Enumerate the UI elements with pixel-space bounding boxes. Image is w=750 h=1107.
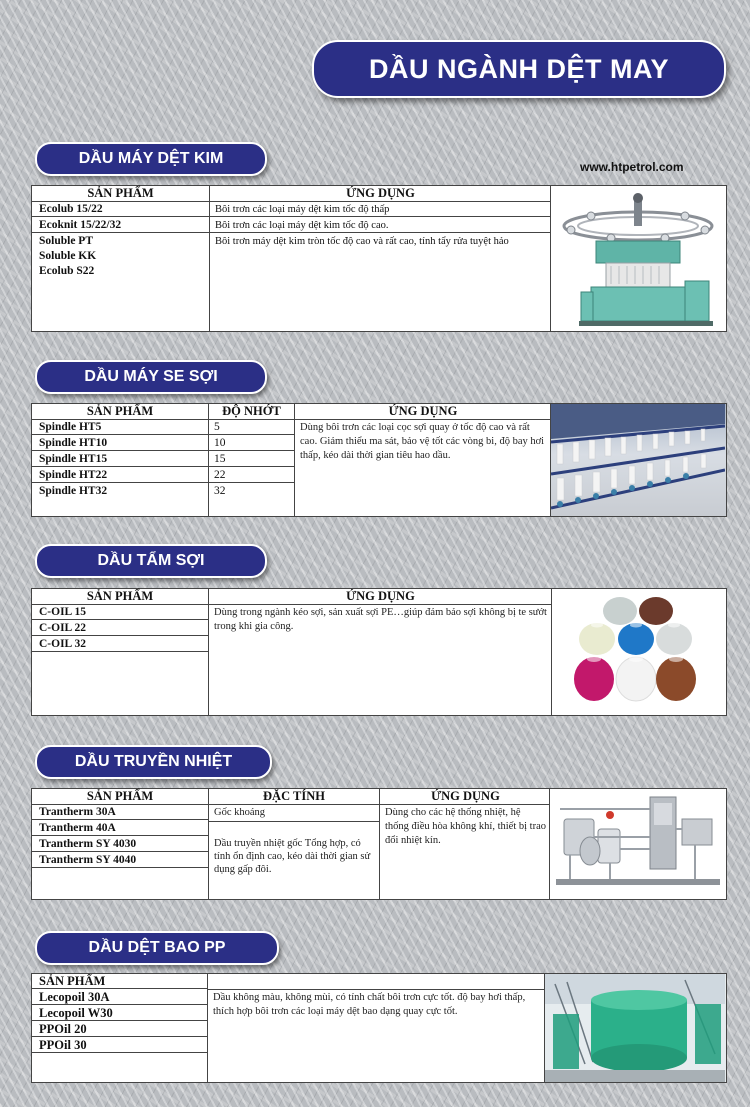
application-text: Dùng bôi trơn các loại cọc sợi quay ở tốc độ cao và rất cao. Giảm thiểu ma sát, bảo vệ tốt các vòng bi, độ bay hơi thấp, kéo dài thời gian tiêu hao dầu. <box>300 422 545 461</box>
application-row: Bôi trơn các loại máy dệt kim tốc độ thấp <box>210 202 551 217</box>
viscosity-row: 15 <box>209 452 294 467</box>
knitting-machine-icon <box>551 186 725 331</box>
product-column <box>32 404 208 516</box>
product-row: Spindle HT15 <box>32 452 208 467</box>
page-title: DẦU NGÀNH DỆT MAY <box>312 40 726 98</box>
application-column <box>207 974 546 1082</box>
application-column <box>209 186 551 331</box>
product-column <box>32 186 209 331</box>
viscosity-row: 22 <box>209 468 294 483</box>
product-row: C-OIL 32 <box>32 637 208 652</box>
heat-transfer-oil-table <box>31 788 727 900</box>
product-row: C-OIL 15 <box>32 605 208 620</box>
pp-bag-machine-image <box>544 974 726 1082</box>
product-column <box>32 789 208 899</box>
product-header: SẢN PHẨM <box>32 404 208 420</box>
section-title-knitting: DẦU MÁY DỆT KIM <box>35 142 267 176</box>
application-header: ỨNG DỤNG <box>210 186 551 202</box>
product-row: Spindle HT32 <box>39 485 108 497</box>
product-row: PPOil 20 <box>32 1022 207 1037</box>
product-row: PPOil 30 <box>32 1038 207 1053</box>
knitting-oil-table <box>31 185 727 332</box>
section-title-spinning: DẦU MÁY SE SỢI <box>35 360 267 394</box>
property-text: Gốc khoáng <box>209 806 379 822</box>
spinning-mill-icon <box>551 404 725 516</box>
section-title-heat-transfer: DẦU TRUYỀN NHIỆT <box>35 745 272 779</box>
product-row: Lecopoil 30A <box>32 990 207 1005</box>
application-column <box>379 789 551 899</box>
product-row: Spindle HT10 <box>32 436 208 451</box>
product-row: Trantherm SY 4030 <box>32 837 208 852</box>
product-row: Spindle HT5 <box>32 420 208 435</box>
spinning-mill-image <box>550 404 726 516</box>
pp-bag-oil-table <box>31 973 727 1083</box>
yarn-spools-image <box>551 589 726 715</box>
viscosity-row: 10 <box>209 436 294 451</box>
heat-exchanger-icon <box>550 789 725 899</box>
pp-bag-machine-icon <box>545 974 725 1082</box>
product-header: SẢN PHẨM <box>32 589 208 605</box>
yarn-oil-table <box>31 588 727 716</box>
product-header: SẢN PHẨM <box>32 789 208 805</box>
website-link[interactable]: www.htpetrol.com <box>580 160 684 174</box>
application-row: Bôi trơn máy dệt kim tròn tốc độ cao và rất cao, tính tẩy rửa tuyệt hảo <box>215 236 509 247</box>
application-header: ỨNG DỤNG <box>209 589 552 605</box>
section-title-yarn-impregnation: DẦU TẨM SỢI <box>35 544 267 578</box>
application-text: Dùng cho các hệ thống nhiệt, hệ thống điều hòa không khí, thiết bị trao đổi nhiệt kín. <box>385 807 546 846</box>
viscosity-column <box>208 404 294 516</box>
product-header: SẢN PHẨM <box>32 974 207 989</box>
application-header: ỨNG DỤNG <box>295 404 551 420</box>
application-text: Dùng trong ngành kéo sợi, sản xuất sợi PE…giúp đảm bảo sợi không bị te sướt trong khi gia công. <box>214 607 547 632</box>
product-row: Ecoknit 15/22/32 <box>32 218 209 233</box>
product-row: Soluble PT <box>39 235 94 247</box>
property-column <box>208 789 379 899</box>
product-row: Soluble KK <box>39 250 97 262</box>
blank-header <box>208 974 546 990</box>
viscosity-row: 5 <box>209 420 294 435</box>
viscosity-row: 32 <box>214 485 226 497</box>
product-row: Spindle HT22 <box>32 468 208 483</box>
application-text: Dầu không màu, không mùi, có tính chất bôi trơn cực tốt. độ bay hơi thấp, thích hợp bôi trơn các loại máy dệt bao dạng quay cực tốt. <box>213 992 526 1017</box>
product-row: Ecolub S22 <box>39 265 95 277</box>
property-text: Dầu truyền nhiệt gốc Tổng hợp, có tính ổn định cao, kéo dài thời gian sử dụng gấp đôi. <box>214 838 371 875</box>
knitting-machine-image <box>550 186 726 331</box>
product-row: Lecopoil W30 <box>32 1006 207 1021</box>
product-column <box>32 974 207 1082</box>
section-title-pp-bag: DẦU DỆT BAO PP <box>35 931 279 965</box>
application-column <box>294 404 551 516</box>
application-row: Bôi trơn các loại máy dệt kim tốc độ cao. <box>210 218 551 233</box>
product-row: Ecolub 15/22 <box>32 202 209 217</box>
product-row: Trantherm 30A <box>32 805 208 820</box>
product-header: SẢN PHẨM <box>32 186 209 202</box>
application-column <box>208 589 552 715</box>
product-row: C-OIL 22 <box>32 621 208 636</box>
heat-exchanger-image <box>549 789 726 899</box>
property-header: ĐẶC TÍNH <box>209 789 379 805</box>
product-row: Trantherm SY 4040 <box>32 853 208 868</box>
application-header: ỨNG DỤNG <box>380 789 551 805</box>
product-row: Trantherm 40A <box>32 821 208 836</box>
yarn-spools-icon <box>552 589 725 715</box>
spinning-oil-table <box>31 403 727 517</box>
viscosity-header: ĐỘ NHỚT <box>209 404 294 420</box>
product-column <box>32 589 208 715</box>
